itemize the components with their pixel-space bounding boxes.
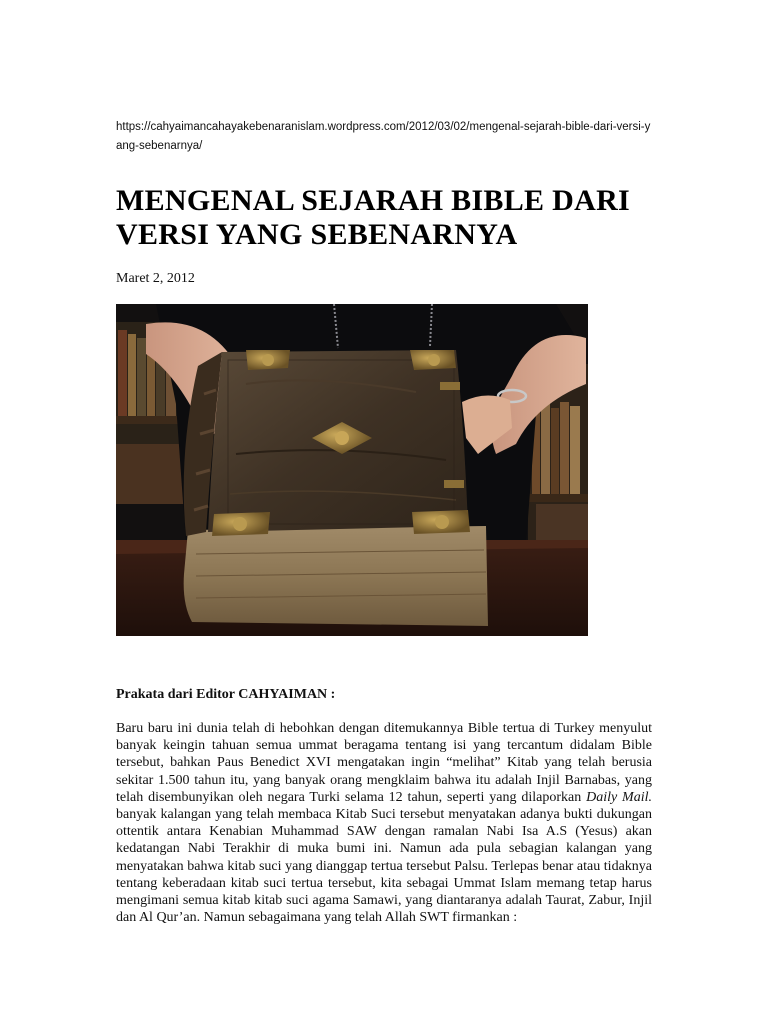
- source-url-link[interactable]: https://cahyaimancahayakebenaranislam.wordpress.com/2012/03/02/mengenal-sejarah-bible-dari-versi-yang-sebenarnya/: [116, 121, 651, 152]
- article-date: Maret 2, 2012: [116, 271, 195, 286]
- daily-mail-reference: Daily Mail.: [586, 789, 653, 805]
- body-text-part-1: Baru baru ini dunia telah di hebohkan dengan ditemukannya Bible tertua di Turkey menyulut banyak keingin tahuan semua ummat beragama tentang isi yang tercantum didalam Bible tersebut, bahkan Paus Benedict XVI mengatakan ingin “melihat” Kitab yang telah berusia sekitar 1.500 tahun itu, yang banyak orang mengklaim bahwa itu adalah Injil Barnabas, yang telah disembunyikan oleh negara Turki selama 12 tahun, seperti yang dilaporkan: [116, 721, 652, 805]
- article-body-paragraph: [116, 720, 652, 926]
- document-page: [116, 118, 652, 926]
- body-text-part-2: banyak kalangan yang telah membaca Kitab Suci tersebut menyatakan adanya bukti dukungan ottentik antara Kenabian Muhammad SAW dengan ramalan Nabi Isa A.S (Yesus) akan kedatangan Nabi Terakhir di muka bumi ini. Namun ada pula sebagian kalangan yang menyatakan bahwa kitab suci yang dianggap tertua tersebut Palsu. Terlepas benar atau tidaknya tentang keberadaan kitab suci tertua tersebut, kita sebagai Ummat Islam memang tetap harus mengimani semua kitab kitab suci agama Samawi, yang diantaranya adalah Taurat, Zabur, Injil dan Al Qur’an. Namun sebagaimana yang telah Allah SWT firmankan :: [116, 807, 652, 926]
- article-title: MENGENAL SEJARAH BIBLE DARI VERSI YANG SEBENARNYA: [116, 184, 631, 251]
- editor-preface-heading: Prakata dari Editor CAHYAIMAN :: [116, 687, 336, 702]
- ancient-bible-photo: [116, 304, 588, 636]
